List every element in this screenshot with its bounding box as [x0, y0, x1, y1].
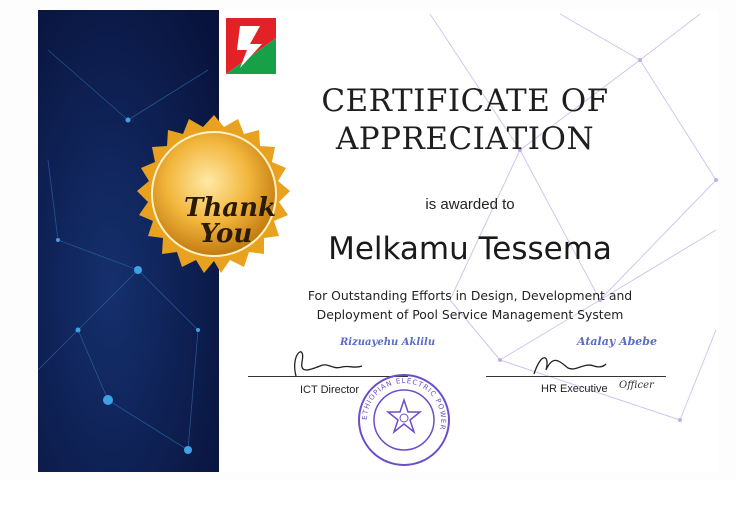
stamp-text: ETHIOPIAN ELECTRIC POWER	[360, 376, 448, 432]
reason-line-1: For Outstanding Efforts in Design, Development and	[307, 288, 633, 303]
signer-2-role: HR Executive	[541, 383, 608, 395]
badge-line-2: You	[199, 219, 253, 249]
signer-2-name: Atalay Abebe	[577, 335, 657, 348]
signer-2-officer-note: Officer	[619, 380, 654, 391]
company-logo	[226, 18, 276, 74]
signature-2-scribble	[528, 346, 608, 380]
badge-text	[175, 195, 285, 247]
title-line-1: CERTIFICATE OF	[321, 83, 609, 119]
signer-1-name: Rizuayehu Aklilu	[340, 337, 436, 348]
signer-1-role: ICT Director	[300, 384, 360, 396]
recipient-name: Melkamu Tessema	[328, 231, 612, 267]
badge-line-1: Thank	[183, 193, 276, 223]
official-stamp	[356, 372, 452, 468]
award-reason	[270, 286, 670, 324]
awarded-text: is awarded to	[425, 196, 515, 213]
bottom-margin	[0, 480, 736, 524]
reason-line-2: Deployment of Pool Service Management System	[316, 307, 624, 322]
certificate-title	[300, 82, 630, 158]
title-line-2: APPRECIATION	[335, 121, 595, 157]
signature-2-line	[486, 376, 666, 377]
